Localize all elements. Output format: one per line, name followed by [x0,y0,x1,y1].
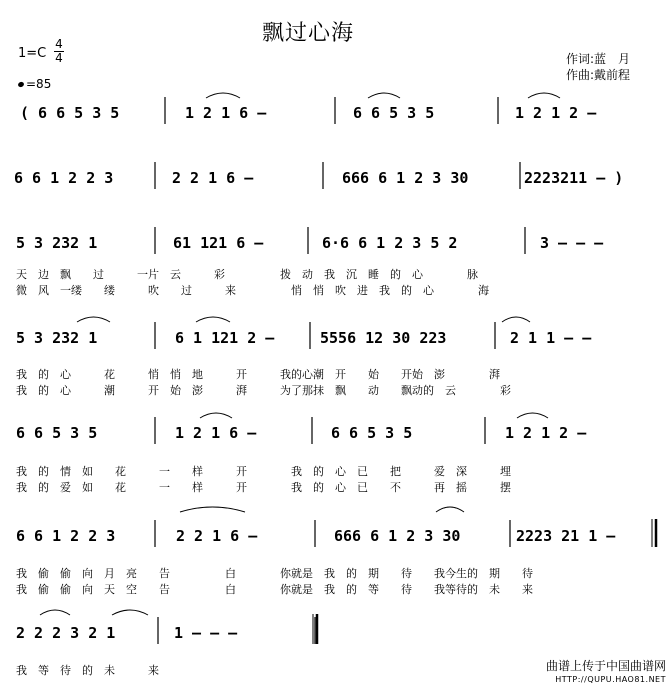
slur [528,93,560,98]
measure-5-0: 6 6 1 2 2 3 [16,527,116,545]
measure-0-2: 6 6 5 3 5 [353,104,435,122]
measure-2-3: 3 – – – [540,234,604,252]
lyric-line: 我 的 情 如 花 一 样 开 我 的 心 已 把 爱 深 埋 [16,465,511,478]
slur [77,317,110,322]
measure-3-2: 5556 12 30 223 [320,329,447,347]
time-signature-top: 4 [55,37,63,51]
measure-1-2: 666 6 1 2 3 30 [342,169,469,187]
lyricist: 作词:蓝 月 [566,52,631,66]
lyric-line: 我 的 心 花 悄 悄 地 开 我的心潮 开 始 开始 澎 湃 [16,368,500,381]
measure-1-1: 2 2 1 6 – [172,169,254,187]
measure-0-1: 1 2 1 6 – [185,104,267,122]
measure-5-1: 2 2 1 6 – [176,527,258,545]
lyric-line: 我 等 待 的 未 来 [16,664,159,677]
lyric-line: 我 偷 偷 向 天 空 告 白 你就是 我 的 等 待 我等待的 未 来 [16,583,533,596]
measure-0-3: 1 2 1 2 – [515,104,597,122]
time-signature-bottom: 4 [55,51,63,65]
slur [206,93,240,98]
measure-4-0: 6 6 5 3 5 [16,424,98,442]
measure-4-3: 1 2 1 2 – [505,424,587,442]
slur [180,507,245,512]
watermark-text: 曲谱上传于中国曲谱网 [545,659,666,673]
measure-5-3: 2223 21 1 – [516,527,616,545]
lyric-line: 我 的 心 潮 开 始 澎 湃 为了那抹 飘 动 飘动的 云 彩 [16,384,511,397]
watermark [546,660,666,686]
measure-1-0: 6 6 1 2 2 3 [14,169,114,187]
lyric-line: 我 的 爱 如 花 一 样 开 我 的 心 已 不 再 摇 摆 [16,481,511,494]
measure-1-3: 2223211 – ) [524,169,624,187]
measure-2-0: 5 3 232 1 [16,234,98,252]
slur [517,413,548,418]
measure-2-1: 61 121 6 – [173,234,264,252]
measure-4-1: 1 2 1 6 – [175,424,257,442]
measure-4-2: 6 6 5 3 5 [331,424,413,442]
slur [368,93,400,98]
key-signature: 1=C [18,46,47,61]
slur [502,317,530,322]
lyric-line: 天 边 飘 过 一片 云 彩 拨 动 我 沉 睡 的 心 脉 [16,268,478,281]
song-title: 飘过心海 [262,21,355,46]
measure-6-1: 1 – – – [174,624,238,642]
slur [40,610,70,615]
measure-5-2: 666 6 1 2 3 30 [334,527,461,545]
lyric-line: 微 风 一缕 缕 吹 过 来 悄 悄 吹 进 我 的 心 海 [16,284,489,297]
measure-6-0: 2 2 2 3 2 1 [16,624,116,642]
composer: 作曲:戴前程 [566,68,631,82]
measure-3-0: 5 3 232 1 [16,329,98,347]
measure-0-0: ( 6 6 5 3 5 [20,104,120,122]
slur [196,317,230,322]
lyric-line: 我 偷 偷 向 月 亮 告 白 你就是 我 的 期 待 我今生的 期 待 [16,567,533,580]
slur [112,610,148,615]
measure-3-1: 6 1 121 2 – [175,329,275,347]
slur [200,413,232,418]
measure-3-3: 2 1 1 – – [510,329,592,347]
measure-2-2: 6·6 6 1 2 3 5 2 [322,234,458,252]
watermark-url: HTTP://QUPU.HAO81.NET [555,675,666,684]
tempo-value: =85 [26,77,52,91]
slur [436,507,464,512]
